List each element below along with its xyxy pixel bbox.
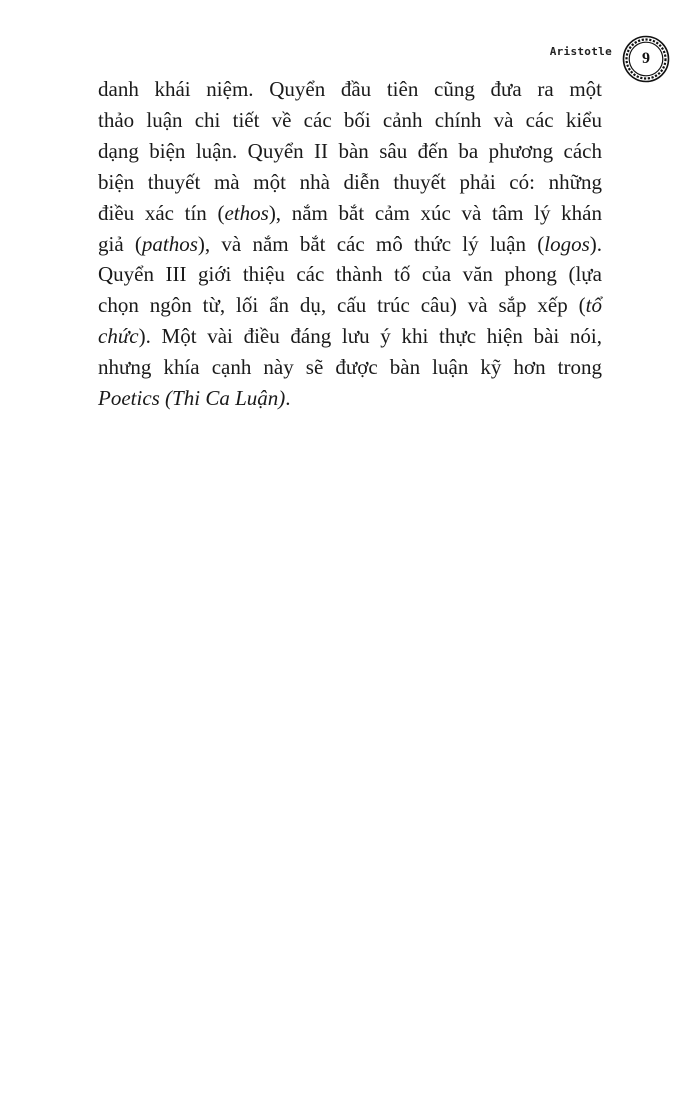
italic-term-pathos: pathos [141,231,198,256]
text-run: chọn ngôn từ, lối ẩn dụ, cấu trúc câu) và sắp xếp ( [98,293,586,318]
italic-term-ethos: ethos [224,200,269,225]
page-number-badge [622,35,670,83]
text-run: ), và nắm bắt các mô thức lý luận ( [197,231,545,256]
text-run: điều xác tín ( [98,200,225,225]
italic-title-poetics: Poetics (Thi Ca Luận) [98,386,286,411]
text-run: ). Một vài điều đáng lưu ý khi thực hiện bài nói, [138,324,602,349]
page-number: 9 [642,50,650,67]
text-run: ). [589,231,602,256]
text-line [98,198,602,229]
text-line: thảo luận chi tiết về các bối cảnh chính và các kiểu [98,107,602,132]
text-line [98,229,602,260]
body-paragraph [98,74,602,414]
text-run: ), nắm bắt cảm xúc và tâm lý khán [268,200,602,225]
italic-term-to-chuc: tổ [585,293,602,318]
italic-term-to-chuc: chức [98,324,139,349]
text-line [98,321,602,352]
running-head: Aristotle [549,44,612,58]
text-run: . [285,386,291,411]
text-line: nhưng khía cạnh này sẽ được bàn luận kỹ hơn trong [98,355,602,380]
text-line: biện thuyết mà một nhà diễn thuyết phải có: những [98,169,602,194]
text-line: dạng biện luận. Quyển II bàn sâu đến ba phương cách [98,138,602,163]
italic-term-logos: logos [544,231,590,256]
text-run: giả ( [98,231,142,256]
text-line: danh khái niệm. Quyển đầu tiên cũng đưa ra một [98,77,602,101]
text-line: Quyển III giới thiệu các thành tố của văn phong (lựa [98,262,602,287]
text-line [98,383,602,414]
text-line [98,290,602,321]
